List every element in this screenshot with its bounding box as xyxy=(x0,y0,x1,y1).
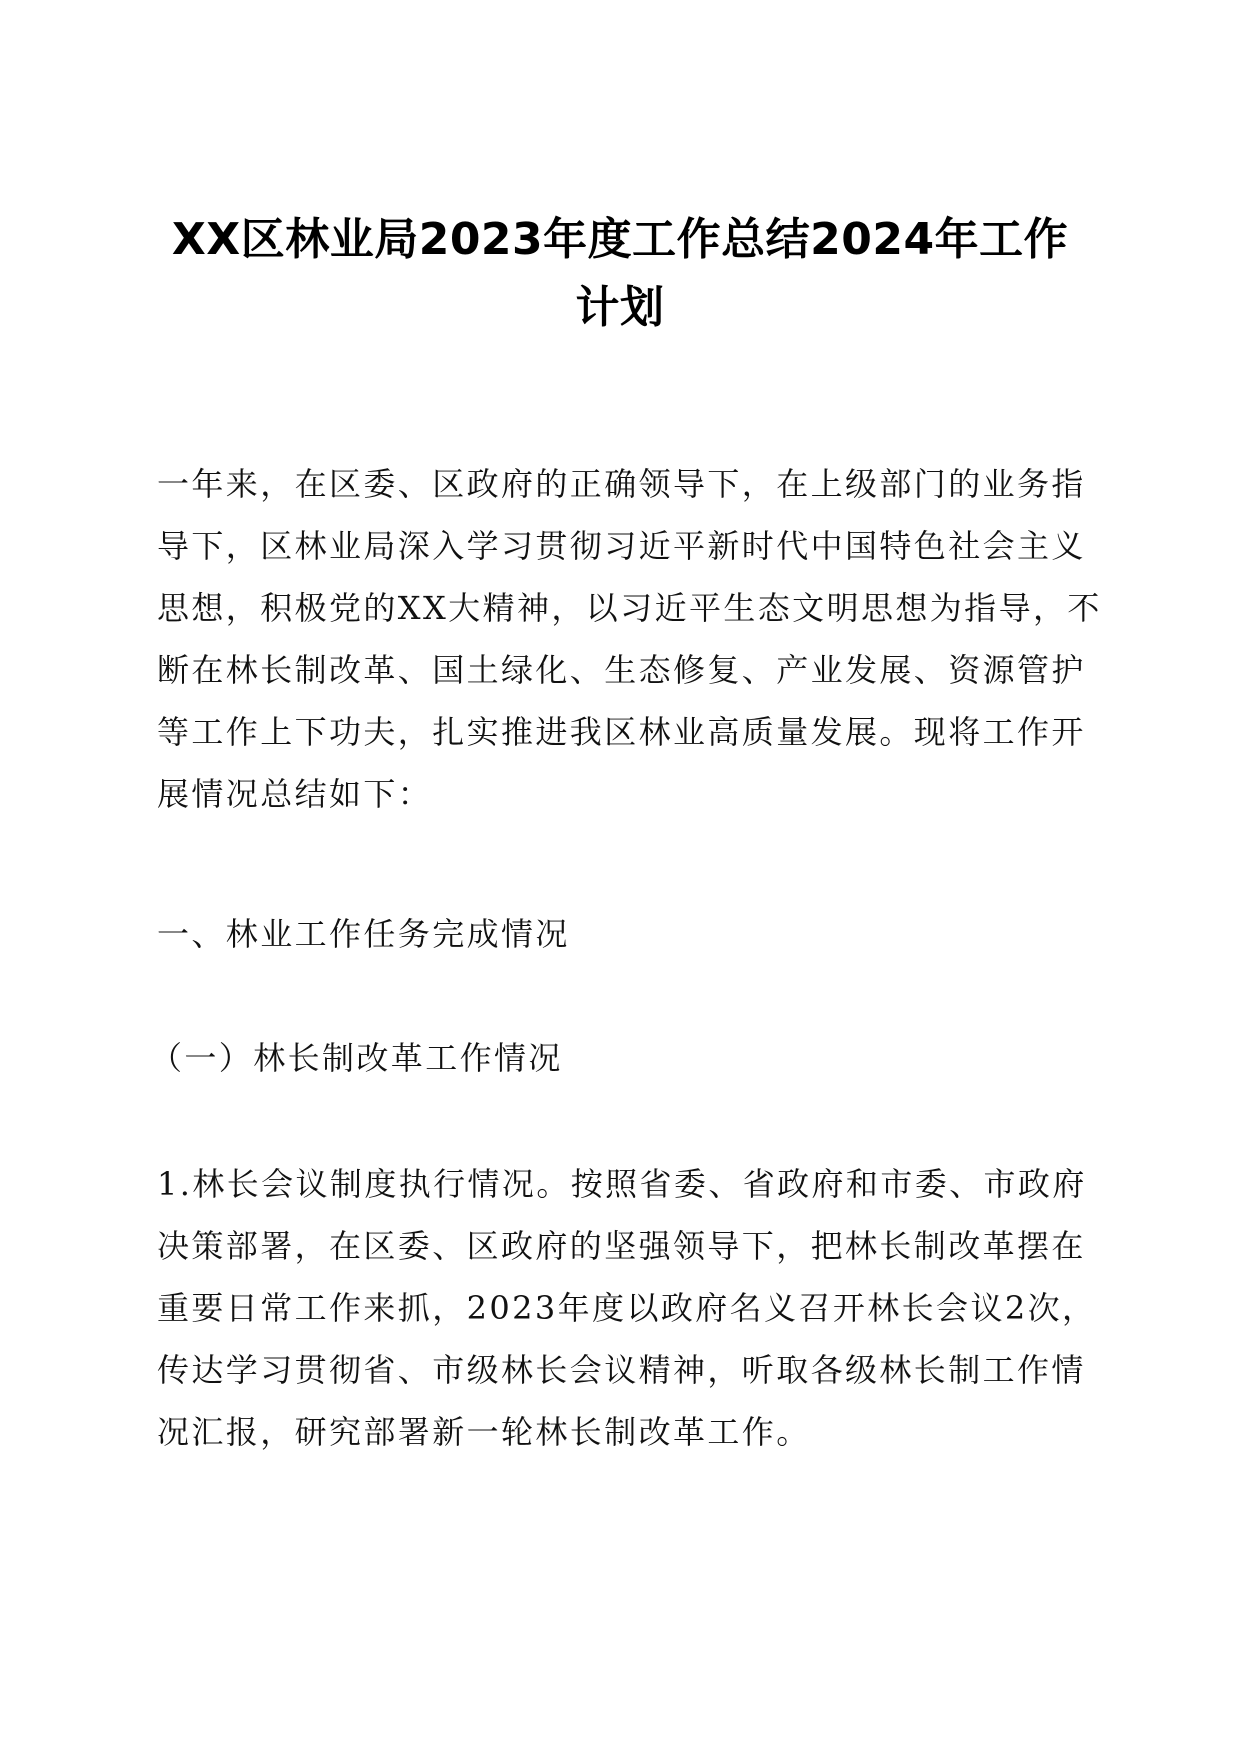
paragraph-line: 决策部署，在区委、区政府的坚强领导下，把林长制改革摆在 xyxy=(157,1227,1086,1265)
intro-paragraph xyxy=(157,453,1102,825)
heading-text: （一）林长制改革工作情况 xyxy=(150,1039,563,1077)
title-line: XX区林业局2023年度工作总结2024年工作 xyxy=(171,214,1069,265)
item1-paragraph xyxy=(157,1153,1097,1463)
document-title xyxy=(150,206,1090,342)
paragraph-line: 展情况总结如下： xyxy=(157,775,433,813)
paragraph-line: 等工作上下功夫，扎实推进我区林业高质量发展。现将工作开 xyxy=(157,713,1086,751)
paragraph-line: 导下，区林业局深入学习贯彻习近平新时代中国特色社会主义 xyxy=(157,527,1086,565)
section-heading xyxy=(157,903,1087,965)
heading-text: 一、林业工作任务完成情况 xyxy=(157,915,570,953)
paragraph-line: 重要日常工作来抓，2023年度以政府名义召开林长会议2次， xyxy=(157,1289,1097,1327)
paragraph-line: 思想，积极党的XX大精神，以习近平生态文明思想为指导，不 xyxy=(157,589,1102,627)
paragraph-line: 断在林长制改革、国土绿化、生态修复、产业发展、资源管护 xyxy=(157,651,1086,689)
sub-heading xyxy=(150,1027,1080,1089)
paragraph-line: 1.林长会议制度执行情况。按照省委、省政府和市委、市政府 xyxy=(157,1165,1087,1203)
paragraph-line: 传达学习贯彻省、市级林长会议精神，听取各级林长制工作情 xyxy=(157,1351,1086,1389)
paragraph-line: 况汇报，研究部署新一轮林长制改革工作。 xyxy=(157,1413,811,1451)
title-line: 计划 xyxy=(575,282,665,333)
paragraph-line: 一年来，在区委、区政府的正确领导下，在上级部门的业务指 xyxy=(157,465,1086,503)
